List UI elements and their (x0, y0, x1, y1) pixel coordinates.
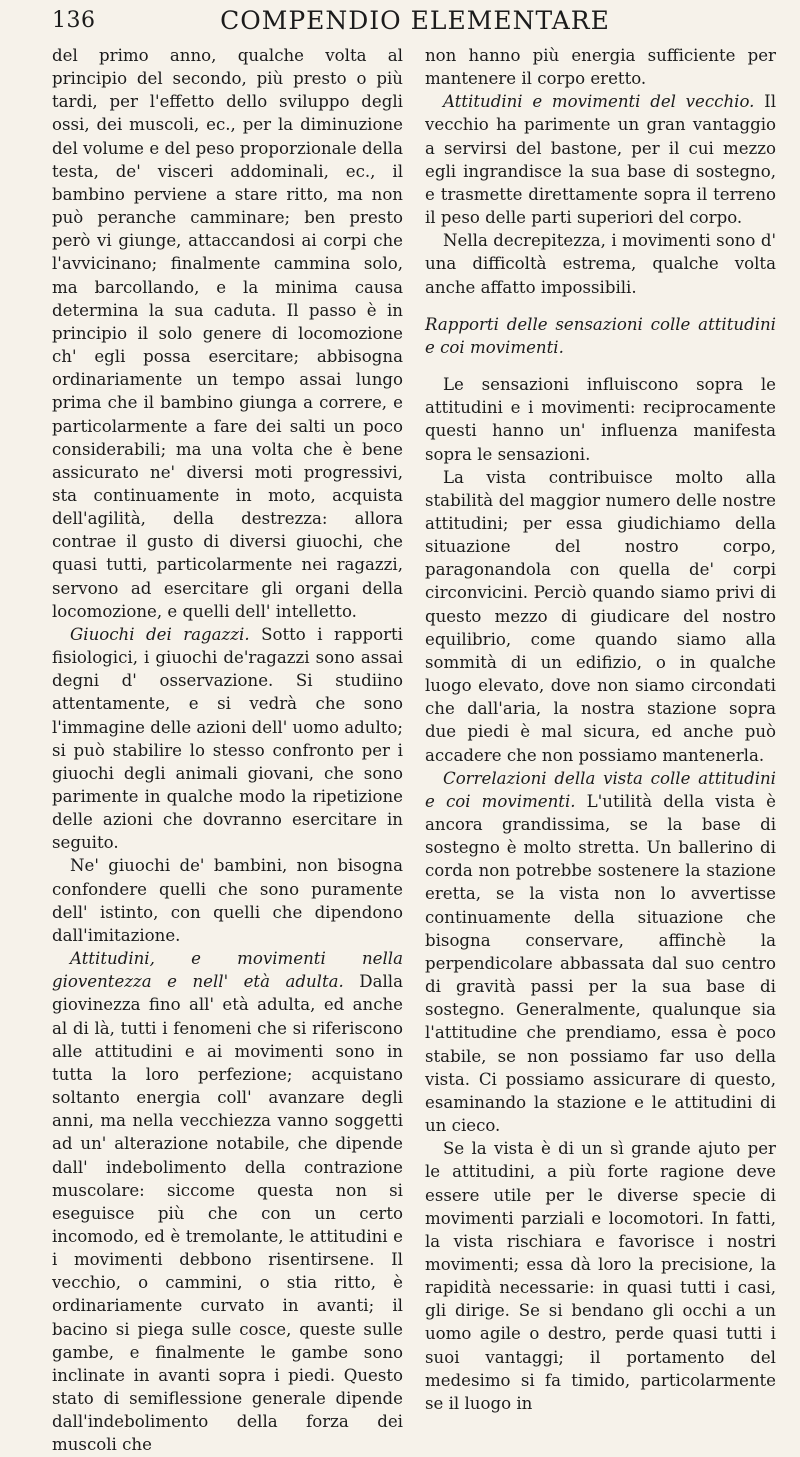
paragraph: non hanno più energia sufficiente per mantenere il corpo eretto. (425, 46, 776, 89)
paragraph-text: Sotto i rapporti fisiologici, i giuochi de'ragazzi sono assai degni d' osservazione. Si studiino attentamente, e si vedrà che sono l'immagine delle azioni dell' uomo adulto; si può stabilire lo stesso confronto per i giuochi degli animali giovani, che sono parimente in qualche modo la ripetizione delle azioni che dovranno esercitare in seguito. (52, 624, 403, 853)
left-column (52, 44, 403, 1457)
paragraph: La vista contribuisce molto alla stabilità del maggior numero delle nostre attitudini; per essa giudichiamo della situazione del nostro corpo, paragonandola con quella de' corpi circonvicini. Perciò quando siamo privi di questo mezzo di giudicare del nostro equilibrio, come quando siamo alla sommità di un edifizio, o in qualche luogo elevato, dove non siamo circondati che dall'aria, la nostra stazione sopra due piedi è mal sicura, ed anche può accadere che non possiamo mantenerla. (425, 467, 776, 765)
paragraph-text: Il vecchio ha parimente un gran vantaggio a servirsi del bastone, per il cui mezzo egli ingrandisce la sua base di sostegno, e trasmette direttamente sopra il terreno il peso delle parti superiori del corpo. (425, 92, 776, 228)
paragraph (425, 90, 776, 229)
text-columns (52, 44, 778, 1457)
paragraph (52, 947, 403, 1456)
run-in-heading: Attitudini, e movimenti nella gioventezza e nell' età adulta. (52, 949, 403, 992)
page-number: 136 (52, 8, 96, 33)
paragraph: Le sensazioni influiscono sopra le attitudini e i movimenti: reciprocamente questi hanno un' influenza manifesta sopra le sensazioni. (425, 375, 776, 464)
paragraph: Se la vista è di un sì grande ajuto per le attitudini, a più forte ragione deve essere utile per le diverse specie di movimenti parziali e locomotori. In fatti, la vista rischiara e favorisce i nostri movimenti; essa dà loro la precisione, la rapidità necessarie: in quasi tutti i casi, gli dirige. Se si bendano gli occhi a un uomo agile o destro, perde quasi tutti i suoi vantaggi; il portamento del medesimo si fa timido, particolarmente se il luogo in (425, 1139, 776, 1413)
paragraph: del primo anno, qualche volta al principio del secondo, più presto o più tardi, per l'effetto dello sviluppo degli ossi, dei muscoli, ec., per la diminuzione del volume e del peso proporzionale della testa, de' visceri addominali, ec., il bambino perviene a stare ritto, ma non può peranche camminare; ben presto però vi giunge, attaccandosi ai corpi che l'avvicinano; finalmente cammina solo, ma barcollando, e la minima causa determina la sua caduta. Il passo è in principio il solo genere di locomozione ch' egli possa esercitare; abbisogna ordinariamente un tempo assai lungo prima che il bambino giunga a correre, e particolarmente a fare dei salti un poco considerabili; ma una volta che è bene assicurato ne' diversi moti progressivi, sta continuamente in moto, acquista dell'agilità, della destrezza: allora contrae il gusto di diversi giuochi, che quasi tutti, particolarmente nei ragazzi, servono ad esercitare gli organi della locomozione, e quelli dell' intelletto. (52, 46, 403, 621)
paragraph (52, 623, 403, 855)
paragraph-text: L'utilità della vista è ancora grandissima, se la base di sostegno è molto stretta. Un ballerino di corda non potrebbe sostenere la stazione eretta, se la vista non lo avvertisse continuamente della situazione che bisogna conservare, affinchè la perpendicolare abbassata dal suo centro di gravità passi per la sua base di sostegno. Generalmente, qualunque sia l'attitudine che prendiamo, essa è poco stabile, se non possiamo far uso della vista. Ci possiamo assicurare di questo, esaminando la stazione e le attitudini di un cieco. (425, 791, 777, 1136)
paragraph-text: Dalla giovinezza fino all' età adulta, ed anche al di là, tutti i fenomeni che si riferiscono alle attitudini e ai movimenti sono in tutta la loro perfezione; acquistano soltanto energia coll' avanzare degli anni, ma nella vecchiezza vanno soggetti ad un' alterazione notabile, che dipende dall' indebolimento della contrazione muscolare: siccome questa non si eseguisce più che con un certo incomodo, ed è tremolante, le attitudini e i movimenti debbono risentirsene. Il vecchio, o cammini, o stia ritto, è ordinariamente curvato in avanti; il bacino si piega sulle cosce, queste sulle gambe, e finalmente le gambe sono inclinate in avanti sopra i piedi. Questo stato di semiflessione generale dipende dall'indebolimento della forza dei muscoli che (52, 972, 403, 1455)
paragraph: Ne' giuochi de' bambini, non bisogna confondere quelli che sono puramente dell' istinto, con quelli che dipendono dall'imitazione. (52, 856, 403, 945)
paragraph: Nella decrepitezza, i movimenti sono d' una difficoltà estrema, qualche volta anche affatto impossibili. (425, 231, 776, 297)
right-column (425, 44, 776, 1457)
section-heading: Rapporti delle sensazioni colle attitudini e coi movimenti. (425, 314, 776, 357)
run-in-heading: Attitudini e movimenti del vecchio. (443, 92, 755, 112)
running-title: COMPENDIO ELEMENTARE (220, 6, 610, 35)
paragraph (425, 767, 776, 1138)
run-in-heading: Giuochi dei ragazzi. (70, 624, 250, 644)
page-header (52, 0, 778, 44)
run-in-heading: Correlazioni della vista colle attitudini e coi movimenti. (425, 768, 776, 811)
